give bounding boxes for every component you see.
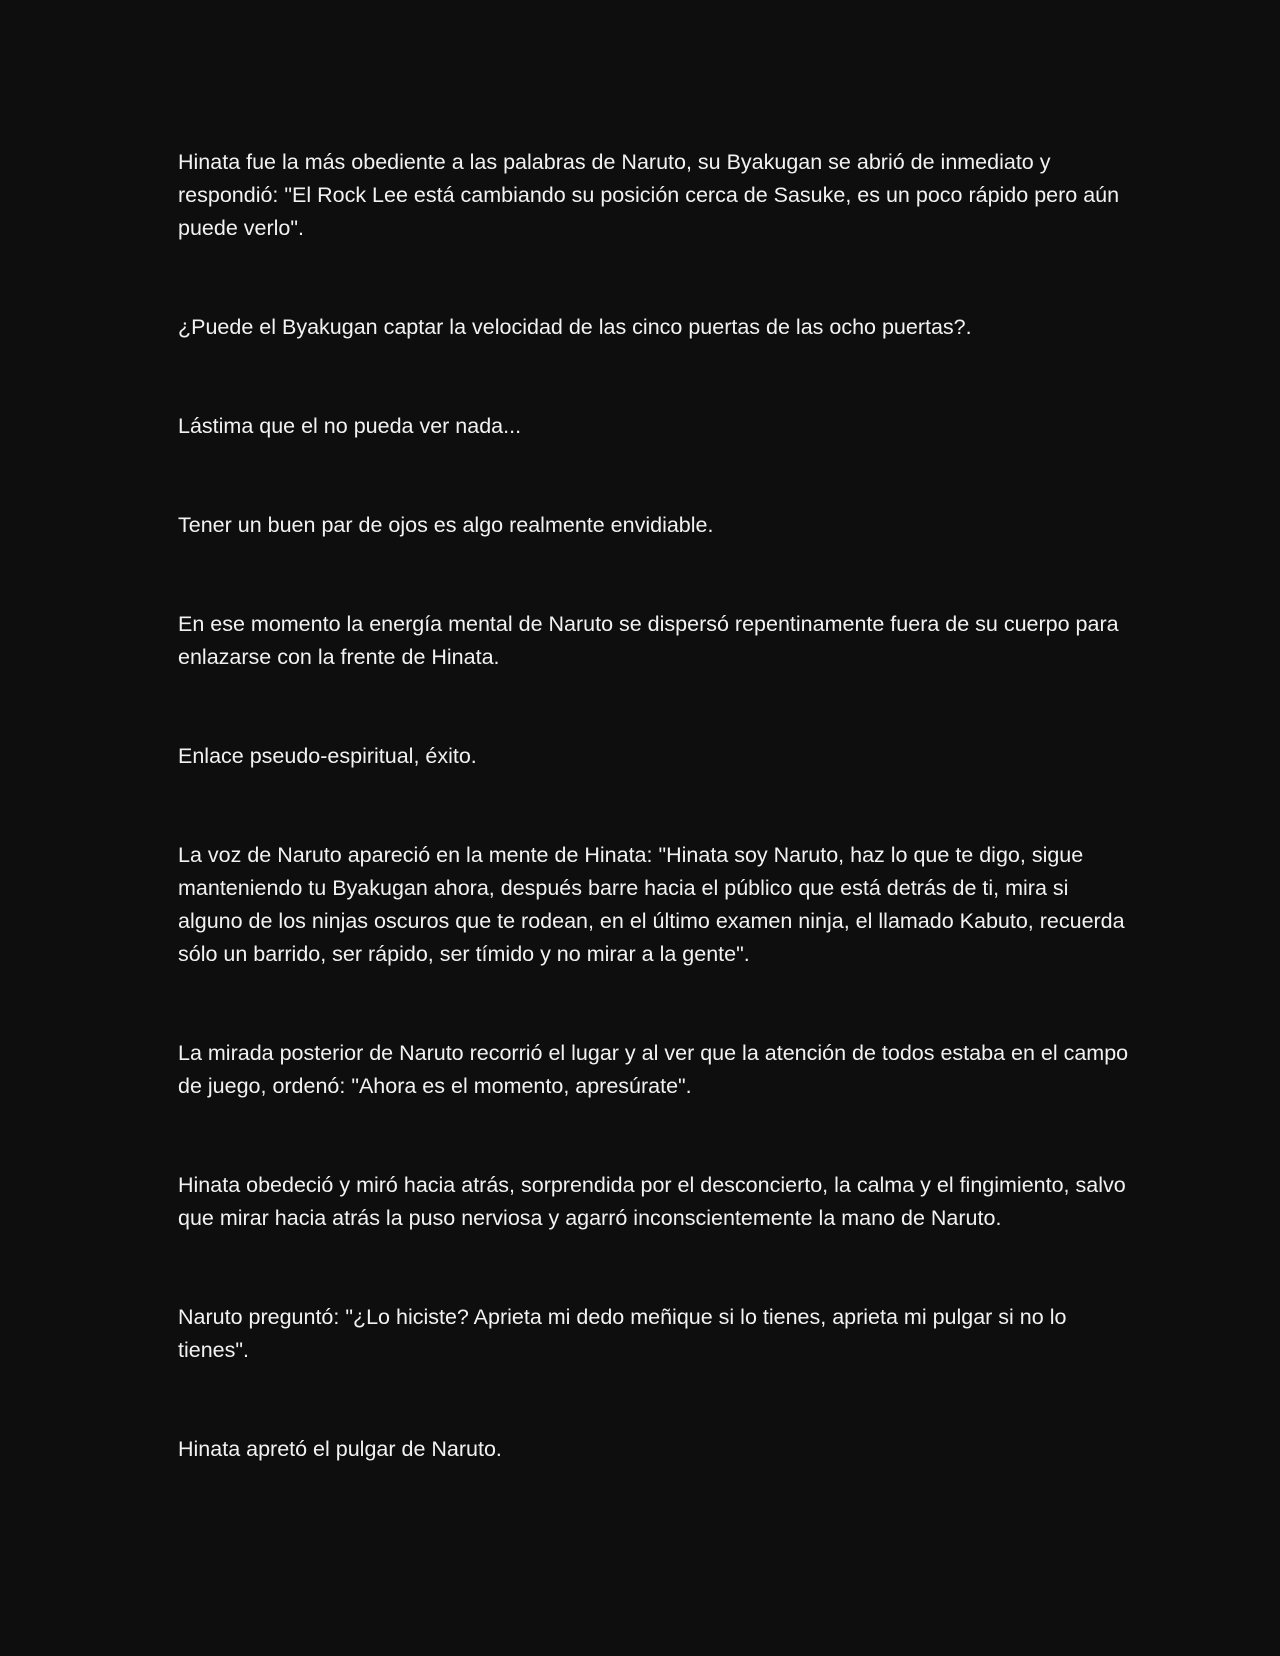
paragraph-7: La voz de Naruto apareció en la mente de Hinata: "Hinata soy Naruto, haz lo que te digo, sigue manteniendo tu Byakugan ahora, después barre hacia el público que está detrás de ti, mira si alguno de los ninjas oscuros que te rodean, en el último examen ninja, el llamado Kabuto, recuerda sólo un barrido, ser rápido, ser tímido y no mirar a la gente".: [178, 843, 1125, 966]
paragraph-10: Naruto preguntó: "¿Lo hiciste? Aprieta mi dedo meñique si lo tienes, aprieta mi pulgar si no lo tienes".: [178, 1305, 1067, 1362]
paragraph-5: En ese momento la energía mental de Naruto se dispersó repentinamente fuera de su cuerpo para enlazarse con la frente de Hinata.: [178, 612, 1119, 669]
paragraph-11: Hinata apretó el pulgar de Naruto.: [178, 1437, 502, 1461]
paragraph-6: Enlace pseudo-espiritual, éxito.: [178, 744, 477, 768]
paragraph-4: Tener un buen par de ojos es algo realmente envidiable.: [178, 513, 714, 537]
paragraph-2: ¿Puede el Byakugan captar la velocidad de las cinco puertas de las ocho puertas?.: [178, 315, 972, 339]
paragraph-9: Hinata obedeció y miró hacia atrás, sorprendida por el desconcierto, la calma y el fingimiento, salvo que mirar hacia atrás la puso nerviosa y agarró inconscientemente la mano de Naruto.: [178, 1173, 1126, 1230]
paragraph-8: La mirada posterior de Naruto recorrió el lugar y al ver que la atención de todos estaba en el campo de juego, ordenó: "Ahora es el momento, apresúrate".: [178, 1041, 1129, 1098]
paragraph-1: Hinata fue la más obediente a las palabras de Naruto, su Byakugan se abrió de inmediato y respondió: "El Rock Lee está cambiando su posición cerca de Sasuke, es un poco rápido pero aún puede verlo".: [178, 150, 1120, 240]
paragraph-3: Lástima que el no pueda ver nada...: [178, 414, 522, 438]
